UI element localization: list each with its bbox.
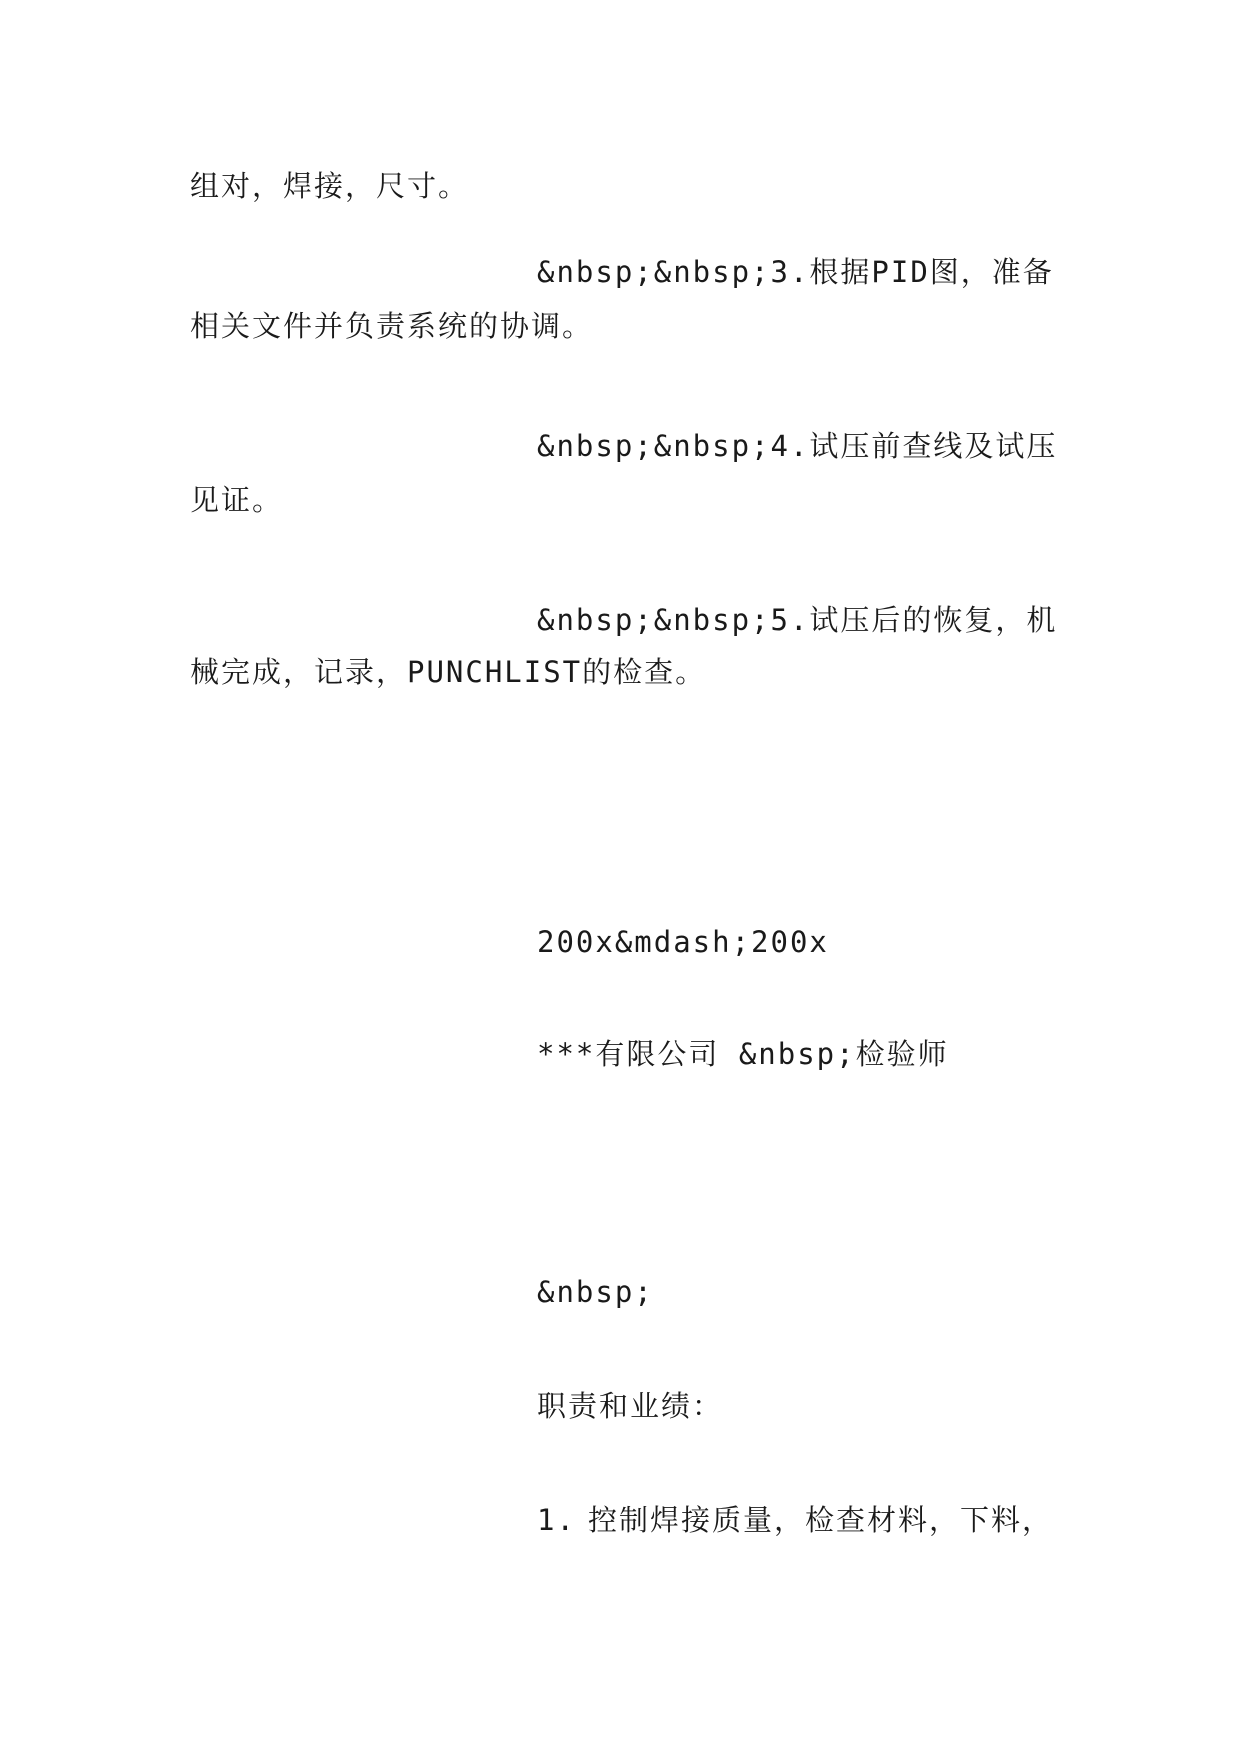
list-item-number: 1. [537,1503,576,1537]
text-line: &nbsp;&nbsp;3.根据PID图，准备 [537,255,1054,289]
text-line: &nbsp;&nbsp;5.试压后的恢复，机 [537,603,1058,637]
text-line: 械完成，记录，PUNCHLIST的检查。 [190,655,707,689]
list-item-text: 控制焊接质量，检查材料，下料， [588,1503,1054,1537]
company-title-line: ***有限公司 &nbsp;检验师 [537,1037,949,1071]
text-line: &nbsp;&nbsp;4.试压前查线及试压 [537,429,1058,463]
text-line: 相关文件并负责系统的协调。 [190,309,594,343]
text-line: 见证。 [190,483,284,517]
text-line: 200x&mdash;200x [537,925,829,959]
text-line: 组对，焊接，尺寸。 [190,169,470,203]
text-line: &nbsp; [537,1275,654,1309]
section-heading: 职责和业绩： [537,1389,724,1423]
